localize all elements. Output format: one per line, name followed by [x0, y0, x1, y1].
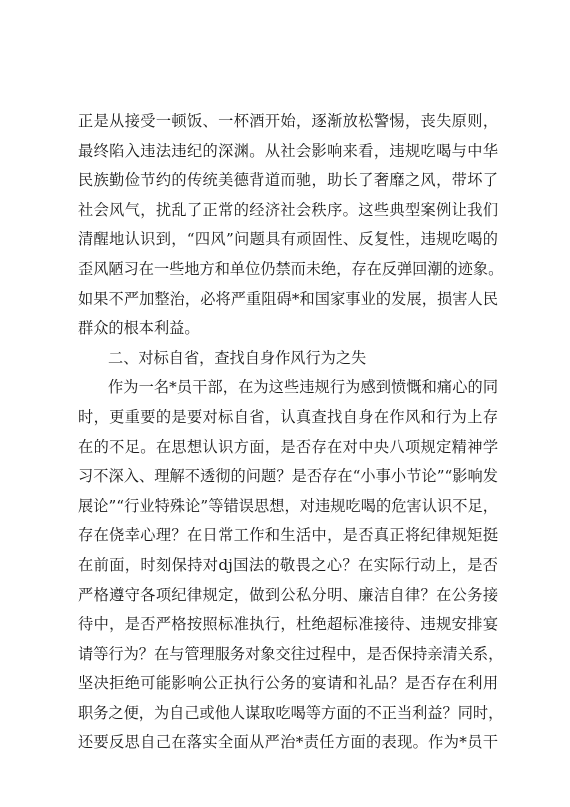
paragraph-line: 如果不严加整治，必将严重阻碍*和国家事业的发展，损害人民	[78, 289, 498, 308]
paragraph-line: 待中，是否严格按照标准执行，杜绝超标准接待、违规安排宴	[78, 615, 498, 634]
paragraph-line: 展论”“行业特殊论”等错误思想，对违规吃喝的危害认识不足，	[78, 496, 498, 515]
paragraph-line: 习不深入、理解不透彻的问题？是否存在“小事小节论”“影响发	[78, 467, 498, 486]
section-heading: 二、对标自省，查找自身作风行为之失	[108, 348, 367, 367]
paragraph-line: 坚决拒绝可能影响公正执行公务的宴请和礼品？是否存在利用	[78, 674, 498, 693]
paragraph-line: 存在侥幸心理？在日常工作和生活中，是否真正将纪律规矩挺	[78, 526, 498, 545]
paragraph-line: 正是从接受一顿饭、一杯酒开始，逐渐放松警惕，丧失原则，	[78, 112, 498, 130]
paragraph-line: 社会风气，扰乱了正常的经济社会秩序。这些典型案例让我们	[78, 200, 498, 219]
paragraph-line: 清醒地认识到，“四风”问题具有顽固性、反复性，违规吃喝的	[78, 230, 498, 249]
paragraph-line: 群众的根本利益。	[78, 319, 200, 338]
paragraph-line: 在的不足。在思想认识方面，是否存在对中央八项规定精神学	[78, 437, 498, 456]
paragraph-line: 请等行为？在与管理服务对象交往过程中，是否保持亲清关系，	[78, 644, 504, 663]
paragraph-line: 职务之便，为自己或他人谋取吃喝等方面的不正当利益？同时，	[78, 703, 504, 722]
paragraph-line: 最终陷入违法违纪的深渊。从社会影响来看，违规吃喝与中华	[78, 141, 498, 160]
paragraph-line: 歪风陋习在一些地方和单位仍禁而未绝，存在反弹回潮的迹象。	[78, 259, 504, 278]
document-body	[78, 107, 504, 758]
paragraph-line: 时，更重要的是要对标自省，认真查找自身在作风和行为上存	[78, 407, 498, 426]
paragraph-line: 作为一名*员干部，在为这些违规行为感到愤慨和痛心的同	[108, 378, 498, 397]
paragraph-line: 在前面，时刻保持对dj国法的敬畏之心？在实际行动上，是否	[78, 555, 498, 574]
paragraph-line: 民族勤俭节约的传统美德背道而驰，助长了奢靡之风，带坏了	[78, 171, 498, 190]
paragraph-line: 还要反思自己在落实全面从严治*责任方面的表现。作为*员干	[78, 733, 498, 752]
paragraph-line: 严格遵守各项纪律规定，做到公私分明、廉洁自律？在公务接	[78, 585, 498, 604]
